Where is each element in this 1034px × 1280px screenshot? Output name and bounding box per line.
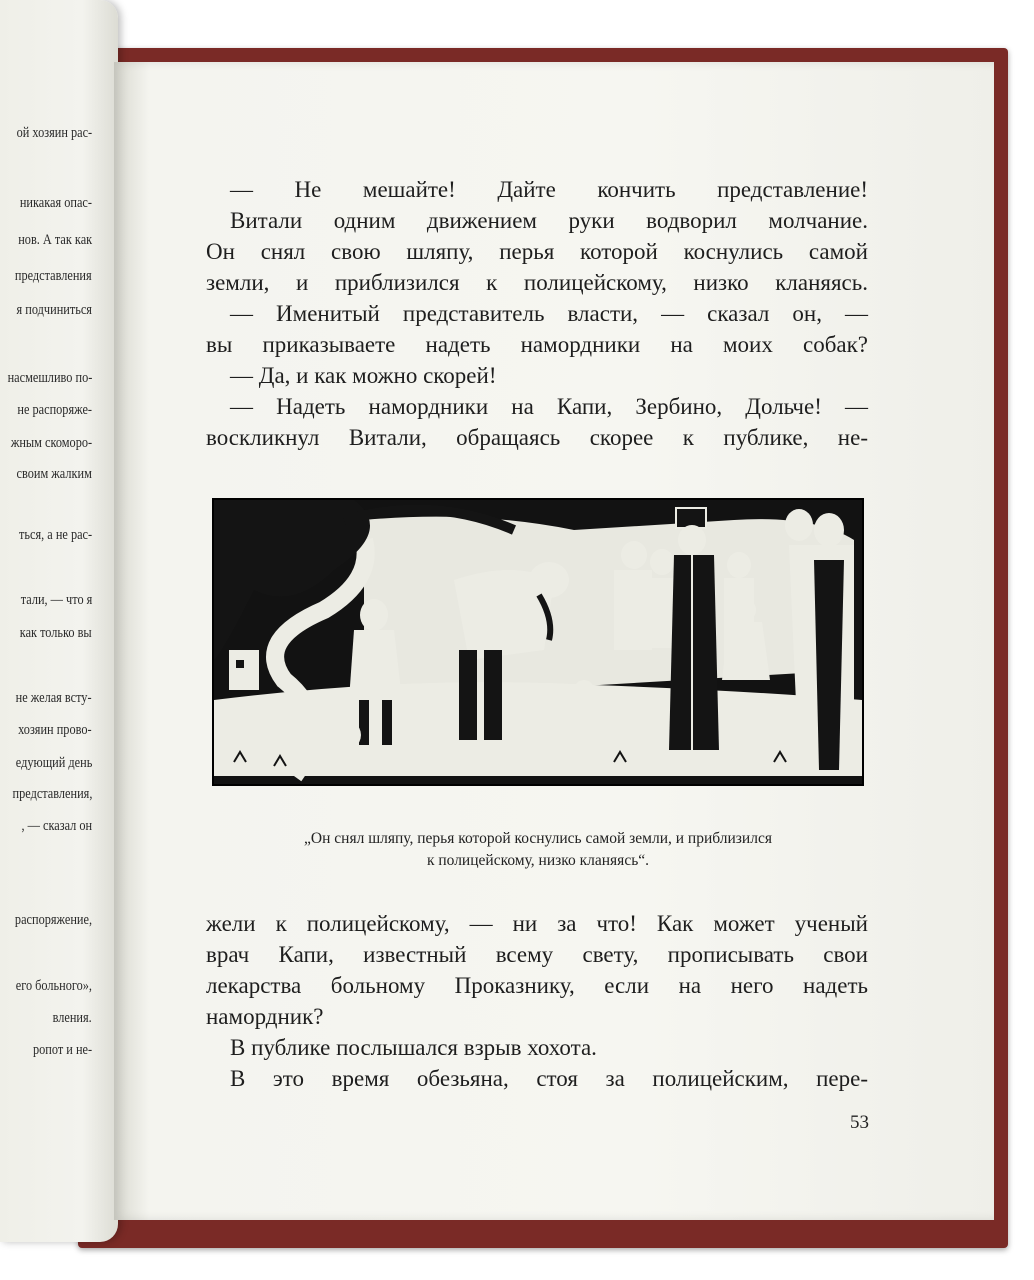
left-page bbox=[0, 0, 118, 1242]
left-fragment: едующий день bbox=[15, 755, 92, 771]
bottom-text-block bbox=[206, 908, 868, 1094]
caption-line: к полицейскому, низко кланяясь“. bbox=[426, 852, 650, 869]
left-fragment: представления bbox=[15, 268, 92, 284]
top-text-block bbox=[206, 174, 868, 453]
text-line: Он снял свою шляпу, перья которой коснулись самой bbox=[206, 239, 868, 264]
text-line: Витали одним движением руки водворил молчание. bbox=[230, 208, 868, 233]
caption-line: „Он снял шляпу, перья которой коснулись самой земли, и приблизился bbox=[304, 830, 772, 847]
left-fragment: ой хозяин рас- bbox=[16, 125, 92, 141]
left-fragment: вления. bbox=[52, 1010, 92, 1026]
left-fragment: насмешливо по- bbox=[7, 370, 92, 386]
text-line: — Надеть намордники на Капи, Зербино, Дольче! — bbox=[230, 394, 868, 419]
text-line: намордник? bbox=[206, 1004, 324, 1029]
left-fragment: тали, — что я bbox=[20, 592, 92, 608]
page-number: 53 bbox=[850, 1112, 869, 1133]
left-fragment: я подчиниться bbox=[16, 302, 92, 318]
left-fragment: , — сказал он bbox=[21, 818, 92, 834]
illustration-caption bbox=[204, 828, 872, 872]
right-page bbox=[114, 62, 994, 1220]
text-line: — Не мешайте! Дайте кончить представление! bbox=[230, 177, 868, 202]
text-line: лекарства больному Проказнику, если на него надеть bbox=[206, 973, 868, 998]
left-fragment: представления, bbox=[12, 786, 92, 802]
left-fragment: распоряжение, bbox=[14, 912, 92, 928]
left-fragment: не распоряже- bbox=[17, 402, 92, 418]
woodcut-scene bbox=[214, 500, 862, 784]
left-fragment: жным скоморо- bbox=[10, 435, 92, 451]
text-line: врач Капи, известный всему свету, прописывать свои bbox=[206, 942, 868, 967]
left-fragment: ться, а не рас- bbox=[18, 527, 92, 543]
left-fragment: нов. А так как bbox=[18, 232, 92, 248]
text-line: В публике послышался взрыв хохота. bbox=[230, 1035, 597, 1060]
left-fragment: не желая всту- bbox=[16, 690, 92, 706]
text-line: В это время обезьяна, стоя за полицейским, пере- bbox=[230, 1066, 868, 1091]
text-line: земли, и приблизился к полицейскому, низко кланяясь. bbox=[206, 270, 868, 295]
text-line: жели к полицейскому, — ни за что! Как может ученый bbox=[206, 911, 868, 936]
text-line: — Да, и как можно скорей! bbox=[230, 363, 497, 388]
left-fragment: своим жалким bbox=[16, 466, 92, 482]
left-fragment: его больного», bbox=[15, 978, 92, 994]
text-line: воскликнул Витали, обращаясь скорее к публике, не- bbox=[206, 425, 868, 450]
text-line: — Именитый представитель власти, — сказал он, — bbox=[230, 301, 868, 326]
woodcut-illustration bbox=[212, 498, 864, 786]
text-line: вы приказываете надеть намордники на моих собак? bbox=[206, 332, 868, 357]
left-fragment: никакая опас- bbox=[19, 195, 92, 211]
left-fragment: ропот и не- bbox=[32, 1042, 92, 1058]
left-fragment: как только вы bbox=[20, 625, 92, 641]
left-fragment: хозяин прово- bbox=[18, 722, 92, 738]
